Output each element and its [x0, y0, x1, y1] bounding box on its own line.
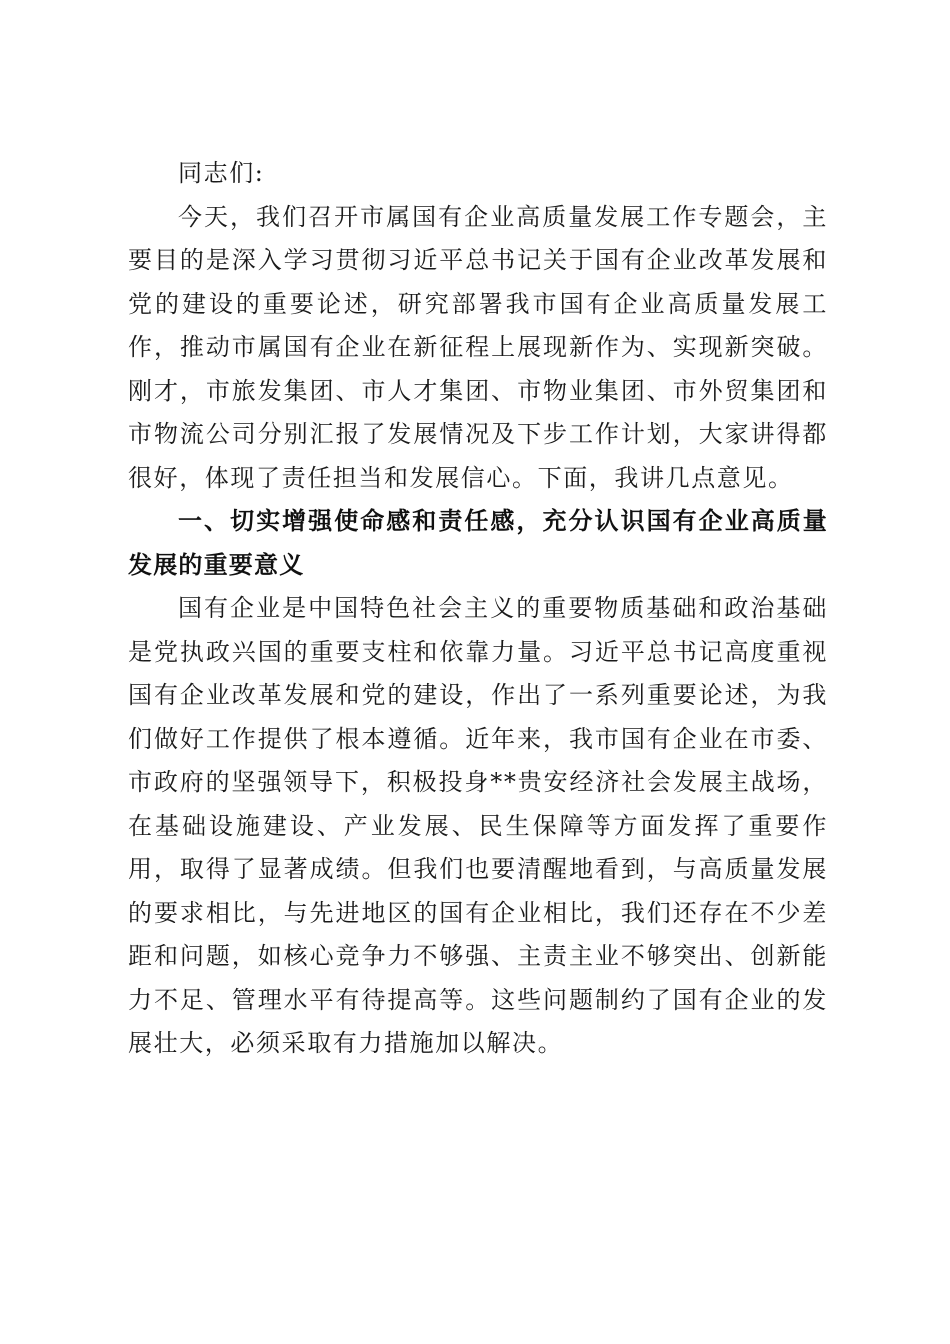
- section-1-paragraph: 国有企业是中国特色社会主义的重要物质基础和政治基础是党执政兴国的重要支柱和依靠力量。习近平总书记高度重视国有企业改革发展和党的建设，作出了一系列重要论述，为我们做好工作提供了根本遵循。近年来，我市国有企业在市委、市政府的坚强领导下，积极投身**贵安经济社会发展主战场，在基础设施建设、产业发展、民生保障等方面发挥了重要作用，取得了显著成绩。但我们也要清醒地看到，与高质量发展的要求相比，与先进地区的国有企业相比，我们还存在不少差距和问题，如核心竞争力不够强、主责主业不够突出、创新能力不足、管理水平有待提高等。这些问题制约了国有企业的发展壮大，必须采取有力措施加以解决。: [128, 594, 828, 1057]
- section-1-heading: 一、切实增强使命感和责任感，充分认识国有企业高质量发展的重要意义: [128, 507, 828, 579]
- salutation: 同志们:: [178, 159, 265, 187]
- document-body: [128, 152, 828, 1066]
- opening-paragraph: 今天，我们召开市属国有企业高质量发展工作专题会，主要目的是深入学习贯彻习近平总书记关于国有企业改革发展和党的建设的重要论述，研究部署我市国有企业高质量发展工作，推动市属国有企业在新征程上展现新作为、实现新突破。刚才，市旅发集团、市人才集团、市物业集团、市外贸集团和市物流公司分别汇报了发展情况及下步工作计划，大家讲得都很好，体现了责任担当和发展信心。下面，我讲几点意见。: [128, 202, 828, 492]
